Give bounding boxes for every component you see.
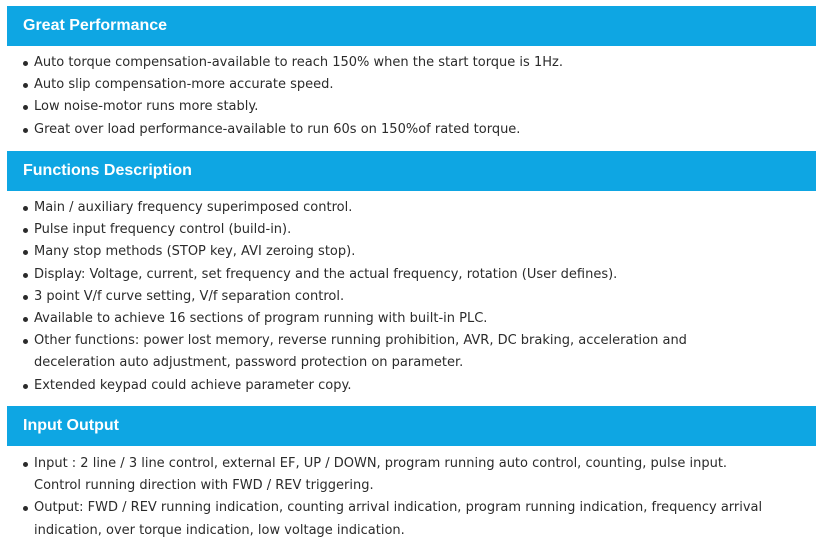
list-item-text: Other functions: power lost memory, reverse running prohibition, AVR, DC braking, acceleration and deceleration auto adjustment, password protection on parameter.	[34, 333, 687, 371]
bullet-icon	[23, 317, 28, 322]
list-item-text: Extended keypad could achieve parameter copy.	[34, 377, 352, 393]
list-item-text: Available to achieve 16 sections of program running with built-in PLC.	[34, 311, 488, 327]
bullet-icon	[23, 506, 28, 511]
bullet-icon	[23, 61, 28, 66]
list-item-text: Auto torque compensation-available to reach 150% when the start torque is 1Hz.	[34, 55, 563, 70]
list-item	[0, 264, 779, 286]
list-item	[0, 52, 779, 74]
list-item	[0, 197, 779, 219]
list-item	[0, 286, 779, 308]
list-item	[0, 453, 779, 497]
list-item-text: Great over load performance-available to run 60s on 150%of rated torque.	[34, 121, 521, 137]
input-output-list	[0, 453, 779, 542]
list-item-text: Main / auxiliary frequency superimposed control.	[34, 200, 353, 215]
bullet-icon	[23, 128, 28, 133]
section-header-input-output: Input Output	[7, 406, 816, 446]
bullet-icon	[23, 206, 28, 211]
section-header-functions-description: Functions Description	[7, 151, 816, 191]
list-item	[0, 497, 779, 541]
list-item	[0, 74, 779, 96]
list-item	[0, 241, 779, 263]
bullet-icon	[23, 250, 28, 255]
bullet-icon	[23, 384, 28, 389]
list-item-text: Output: FWD / REV running indication, counting arrival indication, program running indication, frequency arrival indication, over torque indication, low voltage indication.	[34, 500, 763, 538]
bullet-icon	[23, 105, 28, 110]
list-item-text: Display: Voltage, current, set frequency and the actual frequency, rotation (User defines).	[34, 266, 618, 282]
list-item-text: Auto slip compensation-more accurate speed.	[34, 77, 334, 93]
list-item-text: Many stop methods (STOP key, AVI zeroing stop).	[34, 244, 356, 260]
list-item-text: 3 point V/f curve setting, V/f separation control.	[34, 288, 345, 304]
bullet-icon	[23, 273, 28, 278]
bullet-icon	[23, 462, 28, 467]
bullet-icon	[23, 339, 28, 344]
list-item	[0, 330, 779, 374]
functions-description-list	[0, 197, 779, 397]
list-item-text: Pulse input frequency control (build-in).	[34, 222, 292, 238]
bullet-icon	[23, 83, 28, 88]
list-item-text: Input : 2 line / 3 line control, external EF, UP / DOWN, program running auto control, counting, pulse input. Control running direction with FWD / REV triggering.	[34, 456, 728, 494]
list-item	[0, 119, 779, 141]
list-item	[0, 96, 779, 118]
bullet-icon	[23, 228, 28, 233]
list-item	[0, 308, 779, 330]
section-header-great-performance: Great Performance	[7, 6, 816, 46]
great-performance-list	[0, 52, 779, 141]
list-item-text: Low noise-motor runs more stably.	[34, 99, 259, 115]
list-item	[0, 219, 779, 241]
bullet-icon	[23, 295, 28, 300]
list-item	[0, 375, 779, 397]
